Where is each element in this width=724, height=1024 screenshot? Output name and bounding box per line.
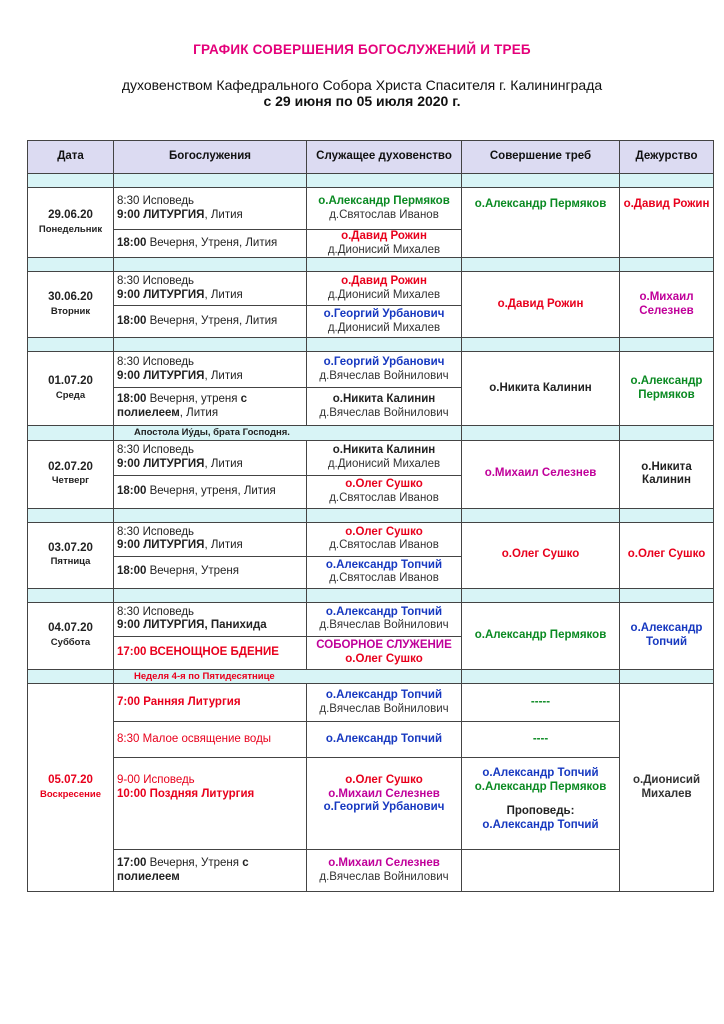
sermon-name: о.Александр Топчий [482, 818, 599, 831]
duty-name: о.Давид Рожин [623, 198, 710, 210]
service-text: Вечерня, Утреня [146, 857, 243, 869]
deacon-name: д.Вячеслав Войнилович [319, 870, 449, 883]
clergy-cell [307, 352, 462, 388]
service-line: 8:30 Исповедь [117, 605, 195, 618]
day-date-cell [28, 440, 114, 508]
clergy-cell [307, 230, 462, 258]
duty-cell [620, 188, 714, 258]
day-weekday: Понедельник [38, 223, 103, 235]
feast-note-row [28, 426, 714, 441]
service-cell: 17:00 ВСЕНОЩНОЕ БДЕНИЕ [114, 636, 307, 669]
day-weekday: Пятница [50, 556, 91, 567]
service-cell [114, 272, 307, 306]
clergy-cell [307, 306, 462, 338]
deacon-name: д.Вячеслав Войнилович [319, 369, 449, 382]
service-time: 18:00 [117, 565, 147, 578]
clergy-note: СОБОРНОЕ СЛУЖЕНИЕ [316, 639, 452, 651]
duty-cell: о.Олег Сушко [620, 522, 714, 588]
service-cell [114, 602, 307, 636]
clergy-cell [307, 602, 462, 636]
service-line: 8:30 Исповедь [117, 275, 195, 287]
service-line: 8:30 Исповедь [117, 525, 195, 538]
day-date: 03.07.20 [48, 541, 93, 554]
table-row [28, 602, 714, 636]
deacon-name: д.Святослав Иванов [329, 208, 439, 221]
treby-cell: о.Александр Пермяков [462, 602, 620, 669]
clergy-cell [307, 272, 462, 306]
clergy-cell [307, 636, 462, 669]
day-weekday: Воскресение [40, 788, 101, 800]
col-header-services: Богослужения [114, 141, 307, 174]
service-text: Вечерня, Утреня [146, 565, 239, 578]
day-date-cell [28, 522, 114, 588]
schedule-period: с 29 июня по 05 июля 2020 г. [263, 93, 461, 109]
service-time: 18:00 [117, 393, 147, 405]
col-header-duty: Дежурство [620, 141, 714, 174]
day-weekday: Вторник [50, 305, 91, 317]
priest-name: о.Олег Сушко [345, 652, 423, 665]
table-row [28, 850, 714, 892]
treby-cell: о.Олег Сушко [462, 522, 620, 588]
priest-name: о.Георгий Урбанович [323, 801, 445, 813]
col-header-clergy: Служащее духовенство [307, 141, 462, 174]
clergy-cell [307, 440, 462, 475]
day-weekday: Среда [55, 389, 86, 401]
priest-name: о.Михаил Селезнев [328, 857, 440, 869]
service-suffix: , Лития [204, 539, 243, 551]
sermon-label: Проповедь: [506, 805, 575, 817]
service-title: 9:00 ЛИТУРГИЯ [117, 457, 205, 470]
treby-cell [462, 758, 620, 850]
service-suffix: , Лития [179, 406, 219, 419]
service-cell [114, 230, 307, 258]
service-cell [114, 522, 307, 556]
service-title: 9:00 ЛИТУРГИЯ [117, 539, 205, 551]
day-date-cell [28, 684, 114, 892]
day-date: 30.06.20 [48, 291, 93, 303]
day-weekday: Суббота [50, 636, 91, 648]
service-line: 8:30 Исповедь [117, 444, 195, 456]
spacer-row [28, 258, 714, 272]
deacon-name: д.Святослав Иванов [329, 491, 439, 504]
priest-name: о.Александр Топчий [325, 689, 443, 701]
clergy-cell [307, 684, 462, 722]
duty-cell: о.Александр Топчий [620, 602, 714, 669]
service-cell: 8:30 Малое освящение воды [114, 722, 307, 758]
priest-name: о.Александр Пермяков [318, 195, 450, 207]
day-date: 02.07.20 [48, 460, 93, 473]
service-time: 18:00 [117, 236, 147, 249]
clergy-cell [307, 388, 462, 426]
priest-name: о.Олег Сушко [345, 525, 423, 538]
spacer-row [28, 588, 714, 602]
clergy-cell [307, 556, 462, 588]
service-time: 18:00 [117, 484, 147, 497]
day-weekday: Четверг [51, 475, 90, 486]
table-row [28, 188, 714, 230]
priest-name: о.Михаил Селезнев [328, 787, 440, 800]
service-cell [114, 352, 307, 388]
service-emphasis: с полиелеем [117, 857, 249, 883]
treby-cell [462, 850, 620, 892]
priest-name: о.Давид Рожин [341, 275, 427, 287]
table-row [28, 758, 714, 850]
spacer-row [28, 338, 714, 352]
treby-name: о.Александр Пермяков [474, 780, 607, 793]
service-line: 9-00 Исповедь [117, 774, 195, 786]
priest-name: о.Георгий Урбанович [323, 308, 445, 320]
clergy-cell [307, 758, 462, 850]
day-date: 01.07.20 [48, 375, 93, 387]
day-date-cell [28, 352, 114, 426]
service-cell [114, 440, 307, 475]
deacon-name: д.Дионисий Михалев [327, 321, 441, 334]
feast-note: Апостола Иу́ды, брата Господня. [114, 426, 462, 441]
deacon-name: д.Святослав Иванов [329, 539, 439, 551]
deacon-name: д.Святослав Иванов [329, 572, 439, 584]
day-date-cell [28, 602, 114, 669]
priest-name: о.Никита Калинин [332, 393, 436, 405]
deacon-name: д.Дионисий Михалев [327, 288, 441, 301]
table-row [28, 440, 714, 475]
day-date-cell [28, 272, 114, 338]
service-cell [114, 556, 307, 588]
priest-name: о.Александр Топчий [307, 722, 462, 758]
service-text: Вечерня, утреня [146, 393, 241, 405]
day-date: 29.06.20 [48, 209, 93, 221]
table-row [28, 522, 714, 556]
service-suffix: , Лития [204, 288, 243, 301]
service-cell [114, 758, 307, 850]
service-title: 10:00 Поздняя Литургия [117, 787, 255, 800]
table-row [28, 352, 714, 388]
day-date: 05.07.20 [48, 774, 93, 786]
service-suffix: , Лития [204, 457, 243, 470]
schedule-table [27, 140, 714, 892]
priest-name: о.Георгий Урбанович [323, 356, 445, 368]
clergy-cell [307, 850, 462, 892]
clergy-cell [307, 522, 462, 556]
treby-cell: ----- [462, 684, 620, 722]
service-line: 8:30 Исповедь [117, 195, 195, 207]
treby-cell: о.Михаил Селезнев [462, 440, 620, 508]
priest-name: о.Олег Сушко [345, 478, 423, 490]
service-title: 9:00 ЛИТУРГИЯ [117, 369, 205, 382]
table-row [28, 272, 714, 306]
service-text: Вечерня, Утреня, Лития [146, 314, 278, 327]
spacer-row [28, 508, 714, 522]
priest-name: о.Александр Топчий [325, 558, 443, 571]
service-suffix: , Лития [204, 369, 243, 382]
table-row [28, 684, 714, 722]
service-text: Вечерня, утреня, Лития [146, 484, 276, 497]
service-title: 9:00 ЛИТУРГИЯ [117, 288, 205, 301]
priest-name: о.Олег Сушко [345, 774, 423, 786]
col-header-treby: Совершение треб [462, 141, 620, 174]
service-cell [114, 475, 307, 508]
table-row [28, 722, 714, 758]
priest-name: о.Александр Топчий [325, 605, 443, 618]
treby-cell: о.Александр Пермяков [462, 188, 620, 258]
col-header-date: Дата [28, 141, 114, 174]
clergy-cell [307, 188, 462, 230]
duty-cell: о.Дионисий Михалев [620, 684, 714, 892]
priest-name: о.Никита Калинин [332, 444, 436, 456]
deacon-name: д.Вячеслав Войнилович [319, 406, 449, 419]
clergy-cell [307, 475, 462, 508]
service-cell [114, 850, 307, 892]
service-time: 17:00 [117, 857, 147, 869]
service-text: Вечерня, Утреня, Лития [146, 236, 278, 249]
priest-name: о.Давид Рожин [341, 230, 427, 242]
duty-cell: о.Никита Калинин [620, 440, 714, 508]
treby-cell: ---- [462, 722, 620, 758]
service-suffix: , Лития [204, 208, 243, 221]
day-date-cell [28, 188, 114, 258]
service-cell [114, 188, 307, 230]
service-title: 9:00 ЛИТУРГИЯ [117, 208, 205, 221]
deacon-name: д.Дионисий Михалев [327, 243, 441, 256]
table-header-row [28, 141, 714, 174]
service-cell [114, 306, 307, 338]
deacon-name: д.Дионисий Михалев [327, 457, 441, 470]
service-line: 8:30 Исповедь [117, 356, 195, 368]
feast-note: Неделя 4-я по Пятидесятнице [114, 669, 462, 684]
service-title: 9:00 ЛИТУРГИЯ, Панихида [117, 619, 267, 631]
service-time: 18:00 [117, 314, 147, 327]
duty-cell: о.Михаил Селезнев [620, 272, 714, 338]
treby-cell: о.Давид Рожин [462, 272, 620, 338]
service-cell [114, 388, 307, 426]
day-date: 04.07.20 [48, 622, 93, 634]
feast-note-row [28, 669, 714, 684]
page-title: ГРАФИК СОВЕРШЕНИЯ БОГОСЛУЖЕНИЙ И ТРЕБ [193, 42, 531, 57]
service-emphasis: с полиелеем [117, 393, 248, 419]
duty-cell: о.Александр Пермяков [620, 352, 714, 426]
service-cell: 7:00 Ранняя Литургия [114, 684, 307, 722]
deacon-name: д.Вячеслав Войнилович [319, 619, 449, 631]
deacon-name: д.Вячеслав Войнилович [319, 702, 449, 715]
page-subtitle: духовенством Кафедрального Собора Христа Спасителя г. Калининграда [121, 77, 603, 93]
spacer-row [28, 174, 714, 188]
treby-name: о.Александр Топчий [482, 767, 599, 779]
treby-cell: о.Никита Калинин [462, 352, 620, 426]
